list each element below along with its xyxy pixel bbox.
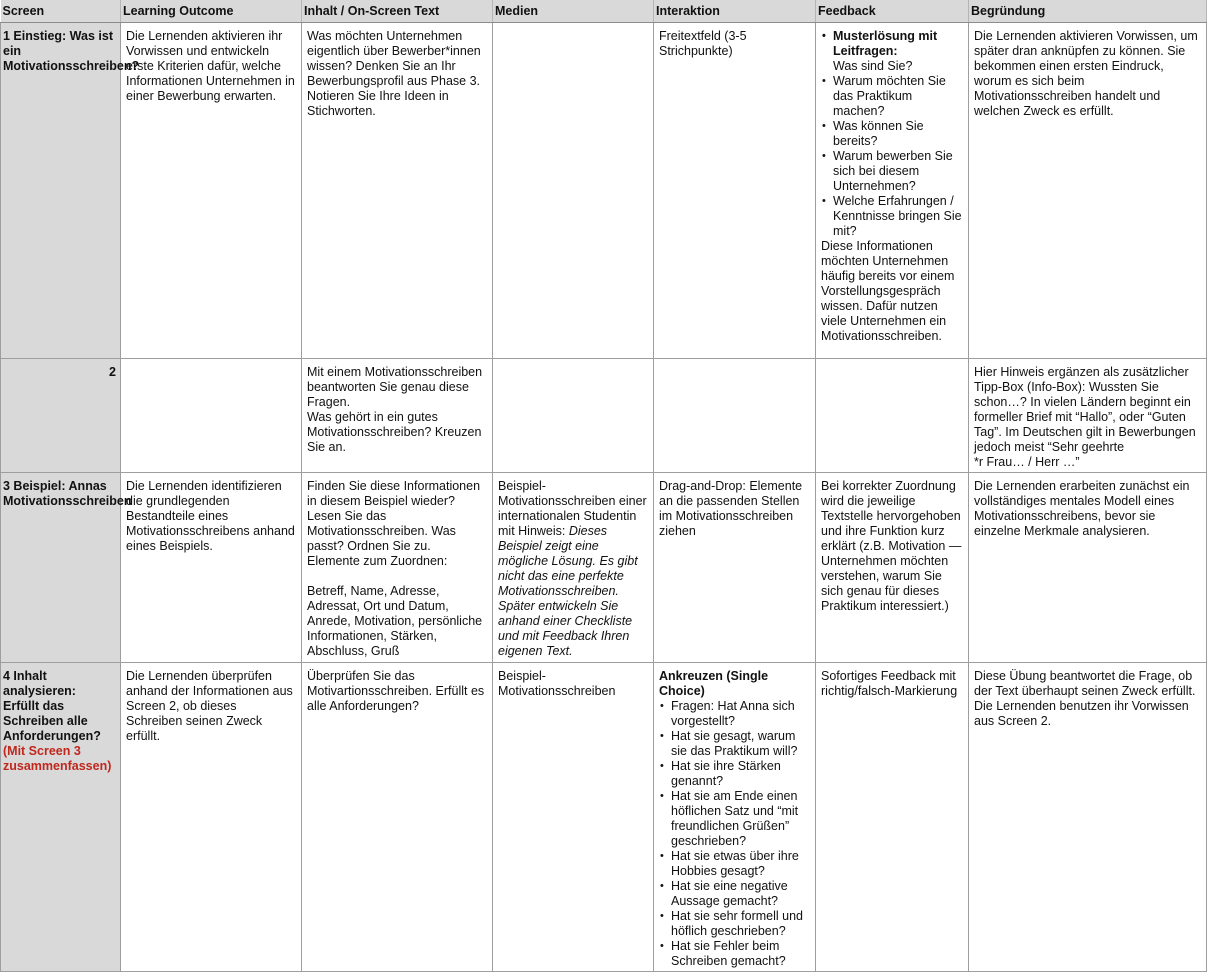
header-interaction: Interaktion (654, 0, 816, 23)
table-row (1, 23, 1207, 359)
media-cell: Beispiel-Motivationsschreiben einer internationalen Studentin mit Hinweis: Dieses Beispiel zeigt eine mögliche Lösung. Es gibt nicht das eine perfekte Motivationsschreiben. Später entwickeln Sie anhand einer Checkliste und mit Feedback Ihren eigenen Text. (493, 473, 654, 663)
screen-cell: 4 Inhalt analysieren: Erfüllt das Schreiben alle Anforderungen? (Mit Screen 3 zusammenfassen) (1, 663, 121, 972)
reason-cell: Die Lernenden aktivieren Vorwissen, um später dran anknüpfen zu können. Sie bekommen einen ersten Eindruck, worum es sich beim Motivationsschreiben handelt und welchen Zweck es erfüllt. (969, 23, 1207, 359)
media-cell (493, 359, 654, 473)
table-row (1, 663, 1207, 972)
list-item: • Hat sie am Ende einen höflichen Satz und “mit freundlichen Grüßen” geschrieben? (659, 789, 810, 849)
screen-cell: 3 Beispiel: Annas Motivationsschreiben (1, 473, 121, 663)
outcome-cell: Die Lernenden überprüfen anhand der Informationen aus Screen 2, ob dieses Schreiben seinen Zweck erfüllt. (121, 663, 302, 972)
feedback-cell (816, 23, 969, 359)
reason-cell: Die Lernenden erarbeiten zunächst ein vollständiges mentales Modell eines Motivationsschreibens, bevor sie einzelne Merkmale analysieren. (969, 473, 1207, 663)
screen-cell: 1 Einstieg: Was ist ein Motivationsschreiben? (1, 23, 121, 359)
content-cell (302, 359, 493, 473)
header-content: Inhalt / On-Screen Text (302, 0, 493, 23)
list-item: • Warum bewerben Sie sich bei diesem Unternehmen? (821, 149, 963, 194)
list-item: • Welche Erfahrungen / Kenntnisse bringen Sie mit? (821, 194, 963, 239)
content-text: Elemente zum Zuordnen: (307, 554, 448, 568)
content-text: Betreff, Name, Adresse, Adressat, Ort und Datum, Anrede, Motivation, persönliche Informationen, Stärken, Abschluss, Gruß (307, 584, 483, 658)
reason-text: *r Frau… / Herr …” (974, 455, 1080, 469)
header-row (1, 0, 1207, 23)
content-text: Mit einem Motivationsschreiben beantworten Sie genau diese Fragen. (307, 365, 483, 409)
header-feedback: Feedback (816, 0, 969, 23)
interaction-cell (654, 359, 816, 473)
list-item: • Hat sie sehr formell und höflich geschrieben? (659, 909, 810, 939)
outcome-cell: Die Lernenden aktivieren ihr Vorwissen und entwickeln erste Kriterien dafür, welche Informationen Unternehmen in einer Bewerbung erwarten. (121, 23, 302, 359)
reason-cell: Diese Übung beantwortet die Frage, ob der Text überhaupt seinen Zweck erfüllt. Die Lernenden benutzen ihr Vorwissen aus Screen 2. (969, 663, 1207, 972)
content-cell: Überprüfen Sie das Motivartionsschreiben. Erfüllt es alle Anforderungen? (302, 663, 493, 972)
feedback-list (821, 29, 963, 239)
interaction-cell: Freitextfeld (3-5 Strichpunkte) (654, 23, 816, 359)
feedback-tail: Diese Informationen möchten Unternehmen häufig bereits vor einem Vorstellungsgespräch wissen. Dafür nutzen viele Unternehmen ein Motivationsschreiben. (821, 239, 955, 343)
list-item: • Hat sie etwas über ihre Hobbies gesagt? (659, 849, 810, 879)
feedback-first-question: Was sind Sie? (833, 59, 913, 73)
media-cell: Beispiel-Motivationsschreiben (493, 663, 654, 972)
list-item: • Hat sie Fehler beim Schreiben gemacht? (659, 939, 810, 969)
reason-text: Hier Hinweis ergänzen als zusätzlicher Tipp-Box (Info-Box): Wussten Sie schon…? In vielen Ländern beginnt ein formeller Brief mit “Hallo”, oder “Guten Tag”. Im Deutschen gilt in Bewerbungen jedoch meist “Sehr geehrte (974, 365, 1196, 454)
content-cell (302, 473, 493, 663)
header-screen: Screen (1, 0, 121, 23)
feedback-cell: Bei korrekter Zuordnung wird die jeweilige Textstelle hervorgehoben und ihre Funktion kurz erklärt (z.B. Motivation — Unternehmen möchten verstehen, warum Sie sich genau für dieses Praktikum interessiert.) (816, 473, 969, 663)
content-text: Finden Sie diese Informationen in diesem Beispiel wieder? Lesen Sie das Motivationsschreiben. Was passt? Ordnen Sie zu. (307, 479, 481, 553)
outcome-cell (121, 359, 302, 473)
header-media: Medien (493, 0, 654, 23)
table-row (1, 473, 1207, 663)
screen-note: (Mit Screen 3 zusammenfassen) (3, 744, 112, 773)
list-item: • Fragen: Hat Anna sich vorgestellt? (659, 699, 810, 729)
feedback-cell: Sofortiges Feedback mit richtig/falsch-Markierung (816, 663, 969, 972)
reason-cell (969, 359, 1207, 473)
interaction-title: Ankreuzen (Single Choice) (659, 669, 769, 698)
content-cell: Was möchten Unternehmen eigentlich über Bewerber*innen wissen? Denken Sie an Ihr Bewerbungsprofil aus Phase 3. Notieren Sie Ihre Ideen in Stichworten. (302, 23, 493, 359)
content-text: Was gehört in ein gutes Motivationsschreiben? Kreuzen Sie an. (307, 410, 482, 454)
feedback-cell (816, 359, 969, 473)
list-item: • Hat sie eine negative Aussage gemacht? (659, 879, 810, 909)
list-item: • Hat sie gesagt, warum sie das Praktikum will? (659, 729, 810, 759)
outcome-cell: Die Lernenden identifizieren die grundlegenden Bestandteile eines Motivationsschreibens anhand eines Beispiels. (121, 473, 302, 663)
interaction-list (659, 699, 810, 969)
table-row (1, 359, 1207, 473)
list-item: • Was können Sie bereits? (821, 119, 963, 149)
feedback-title: • Musterlösung mit Leitfragen: Was sind Sie? (821, 29, 963, 74)
media-cell (493, 23, 654, 359)
list-item: • Hat sie ihre Stärken genannt? (659, 759, 810, 789)
interaction-cell (654, 663, 816, 972)
header-reason: Begründung (969, 0, 1207, 23)
interaction-cell: Drag-and-Drop: Elemente an die passenden Stellen im Motivationsschreiben ziehen (654, 473, 816, 663)
header-learning-outcome: Learning Outcome (121, 0, 302, 23)
screen-cell: 2 (1, 359, 121, 473)
list-item: • Warum möchten Sie das Praktikum machen? (821, 74, 963, 119)
